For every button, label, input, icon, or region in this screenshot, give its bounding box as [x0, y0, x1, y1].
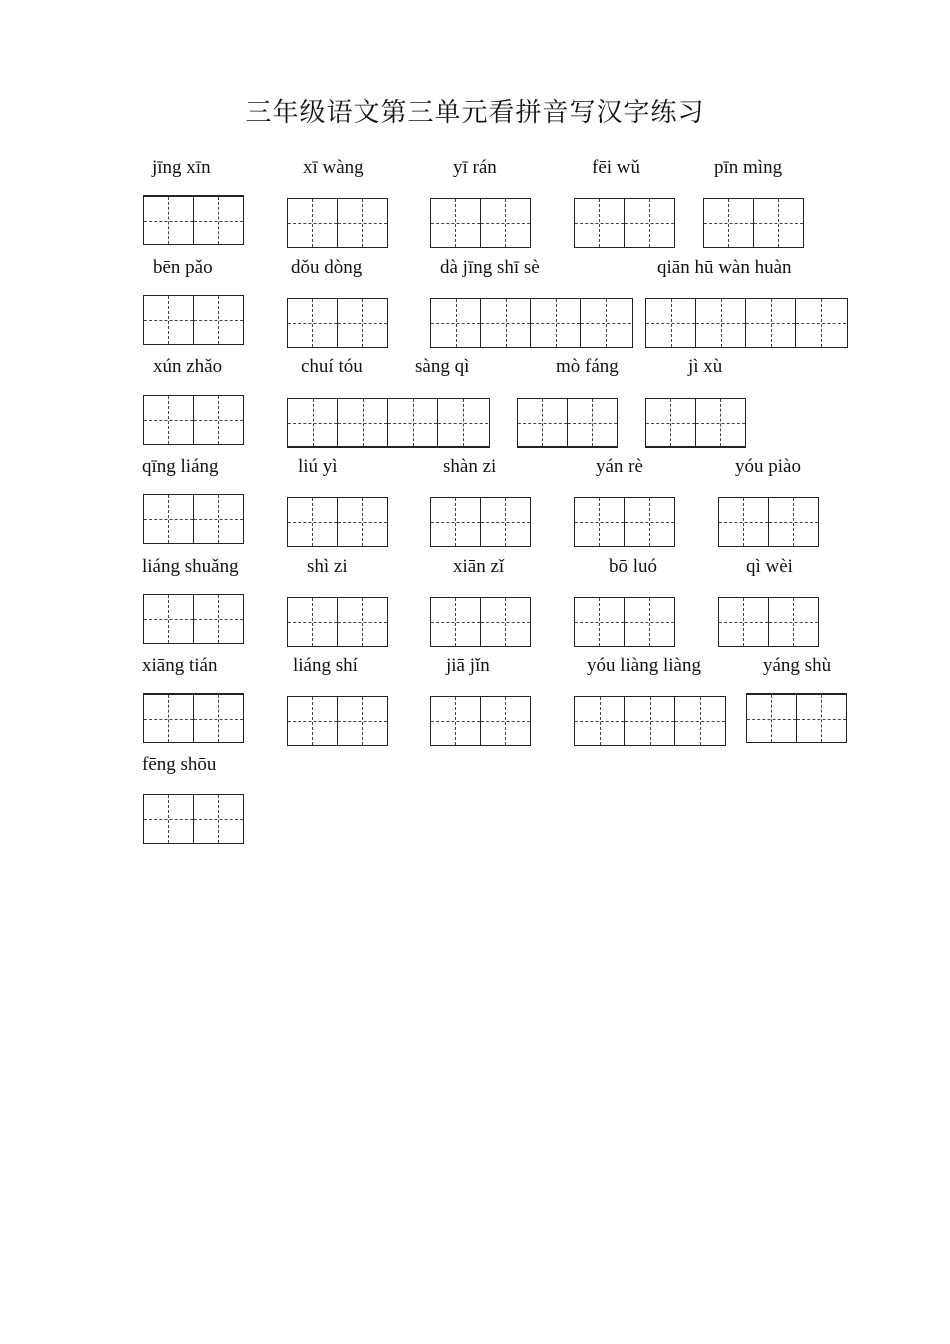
writing-cell[interactable]: [696, 299, 746, 347]
writing-grid[interactable]: [143, 594, 244, 644]
writing-grid[interactable]: [645, 298, 848, 348]
writing-cell[interactable]: [575, 199, 625, 247]
pinyin-label: liú yì: [298, 456, 338, 477]
writing-grid[interactable]: [143, 794, 244, 844]
pinyin-label: liáng shuǎng: [142, 556, 239, 577]
writing-cell[interactable]: [625, 598, 675, 646]
pinyin-label: yóu liàng liàng: [587, 655, 701, 676]
writing-cell[interactable]: [338, 498, 388, 546]
writing-grid[interactable]: [143, 195, 244, 245]
writing-cell[interactable]: [288, 199, 338, 247]
pinyin-label: mò fáng: [556, 356, 619, 377]
pinyin-label: dǒu dòng: [291, 257, 363, 278]
writing-cell[interactable]: [796, 299, 846, 347]
writing-grid[interactable]: [287, 298, 388, 348]
pinyin-label: fēi wǔ: [592, 157, 641, 178]
writing-grid[interactable]: [718, 497, 819, 547]
pinyin-label: shàn zi: [443, 456, 497, 477]
writing-cell[interactable]: [431, 199, 481, 247]
writing-grid[interactable]: [645, 398, 746, 448]
writing-cell[interactable]: [338, 399, 388, 446]
writing-grid[interactable]: [430, 597, 531, 647]
writing-cell[interactable]: [481, 199, 531, 247]
pinyin-label: qiān hū wàn huàn: [657, 257, 792, 278]
pinyin-label: dà jīng shī sè: [440, 257, 540, 278]
pinyin-label: xún zhǎo: [153, 356, 223, 377]
writing-cell[interactable]: [338, 598, 388, 646]
writing-cell[interactable]: [575, 697, 625, 745]
pinyin-label: bēn pǎo: [153, 257, 213, 278]
page-title: 三年级语文第三单元看拼音写汉字练习: [245, 98, 705, 128]
writing-cell[interactable]: [646, 399, 696, 446]
writing-cell[interactable]: [531, 299, 581, 347]
writing-cell[interactable]: [481, 598, 531, 646]
writing-cell[interactable]: [288, 598, 338, 646]
writing-cell[interactable]: [338, 697, 388, 745]
writing-cell[interactable]: [144, 495, 194, 543]
writing-cell[interactable]: [431, 598, 481, 646]
writing-cell[interactable]: [194, 197, 244, 244]
writing-cell[interactable]: [568, 399, 618, 446]
pinyin-label: yī rán: [453, 157, 497, 178]
writing-cell[interactable]: [388, 399, 438, 446]
pinyin-label: jì xù: [688, 356, 723, 377]
pinyin-label: shì zi: [307, 556, 348, 577]
pinyin-label: xiāng tián: [142, 655, 218, 676]
writing-cell[interactable]: [581, 299, 631, 347]
writing-cell[interactable]: [144, 296, 194, 344]
writing-cell[interactable]: [754, 199, 804, 247]
writing-grid[interactable]: [430, 198, 531, 248]
writing-grid[interactable]: [287, 597, 388, 647]
writing-cell[interactable]: [194, 396, 244, 444]
writing-cell[interactable]: [431, 498, 481, 546]
pinyin-label: xī wàng: [303, 157, 364, 178]
pinyin-label: yáng shù: [763, 655, 832, 676]
writing-grid[interactable]: [574, 198, 675, 248]
pinyin-label: fēng shōu: [142, 754, 217, 775]
writing-cell[interactable]: [704, 199, 754, 247]
writing-cell[interactable]: [675, 697, 725, 745]
pinyin-label: qì wèi: [746, 556, 793, 577]
writing-grid[interactable]: [287, 696, 388, 746]
writing-cell[interactable]: [575, 598, 625, 646]
writing-cell[interactable]: [194, 695, 244, 742]
writing-cell[interactable]: [144, 695, 194, 742]
writing-cell[interactable]: [481, 498, 531, 546]
writing-cell[interactable]: [518, 399, 568, 446]
writing-grid[interactable]: [287, 497, 388, 547]
writing-grid[interactable]: [574, 696, 726, 746]
pinyin-label: pīn mìng: [714, 157, 783, 178]
writing-grid[interactable]: [430, 696, 531, 746]
writing-grid[interactable]: [143, 494, 244, 544]
pinyin-label: chuí tóu: [301, 356, 363, 377]
writing-cell[interactable]: [431, 697, 481, 745]
writing-cell[interactable]: [625, 697, 675, 745]
writing-grid[interactable]: [718, 597, 819, 647]
pinyin-label: jiā jǐn: [446, 655, 490, 676]
writing-grid[interactable]: [703, 198, 804, 248]
writing-grid[interactable]: [574, 597, 675, 647]
writing-cell[interactable]: [769, 498, 819, 546]
writing-cell[interactable]: [338, 199, 388, 247]
writing-cell[interactable]: [481, 299, 531, 347]
writing-grid[interactable]: [430, 298, 633, 348]
writing-grid[interactable]: [517, 398, 618, 448]
writing-cell[interactable]: [769, 598, 819, 646]
writing-cell[interactable]: [719, 498, 769, 546]
writing-cell[interactable]: [338, 299, 388, 347]
writing-cell[interactable]: [625, 498, 675, 546]
writing-grid[interactable]: [746, 693, 847, 743]
writing-cell[interactable]: [288, 299, 338, 347]
writing-cell[interactable]: [144, 197, 194, 244]
pinyin-label: liáng shí: [293, 655, 358, 676]
writing-grid[interactable]: [287, 398, 490, 448]
pinyin-label: qīng liáng: [142, 456, 219, 477]
writing-cell[interactable]: [288, 399, 338, 446]
writing-grid[interactable]: [430, 497, 531, 547]
writing-cell[interactable]: [194, 595, 244, 643]
writing-cell[interactable]: [438, 399, 488, 446]
writing-cell[interactable]: [625, 199, 675, 247]
writing-cell[interactable]: [481, 697, 531, 745]
writing-cell[interactable]: [746, 299, 796, 347]
writing-cell[interactable]: [747, 695, 797, 742]
writing-grid[interactable]: [143, 693, 244, 743]
writing-cell[interactable]: [194, 495, 244, 543]
pinyin-label: sàng qì: [415, 356, 470, 377]
writing-cell[interactable]: [144, 795, 194, 843]
writing-cell[interactable]: [144, 595, 194, 643]
writing-cell[interactable]: [646, 299, 696, 347]
writing-grid[interactable]: [287, 198, 388, 248]
pinyin-label: jīng xīn: [152, 157, 211, 178]
writing-cell[interactable]: [719, 598, 769, 646]
writing-cell[interactable]: [288, 697, 338, 745]
pinyin-label: xiān zǐ: [453, 556, 505, 577]
writing-grid[interactable]: [143, 395, 244, 445]
writing-cell[interactable]: [144, 396, 194, 444]
writing-cell[interactable]: [194, 296, 244, 344]
writing-cell[interactable]: [288, 498, 338, 546]
writing-cell[interactable]: [696, 399, 746, 446]
writing-grid[interactable]: [143, 295, 244, 345]
pinyin-label: yóu piào: [735, 456, 801, 477]
pinyin-label: bō luó: [609, 556, 658, 577]
writing-cell[interactable]: [431, 299, 481, 347]
pinyin-label: yán rè: [596, 456, 643, 477]
writing-cell[interactable]: [194, 795, 244, 843]
writing-cell[interactable]: [797, 695, 847, 742]
writing-grid[interactable]: [574, 497, 675, 547]
writing-cell[interactable]: [575, 498, 625, 546]
